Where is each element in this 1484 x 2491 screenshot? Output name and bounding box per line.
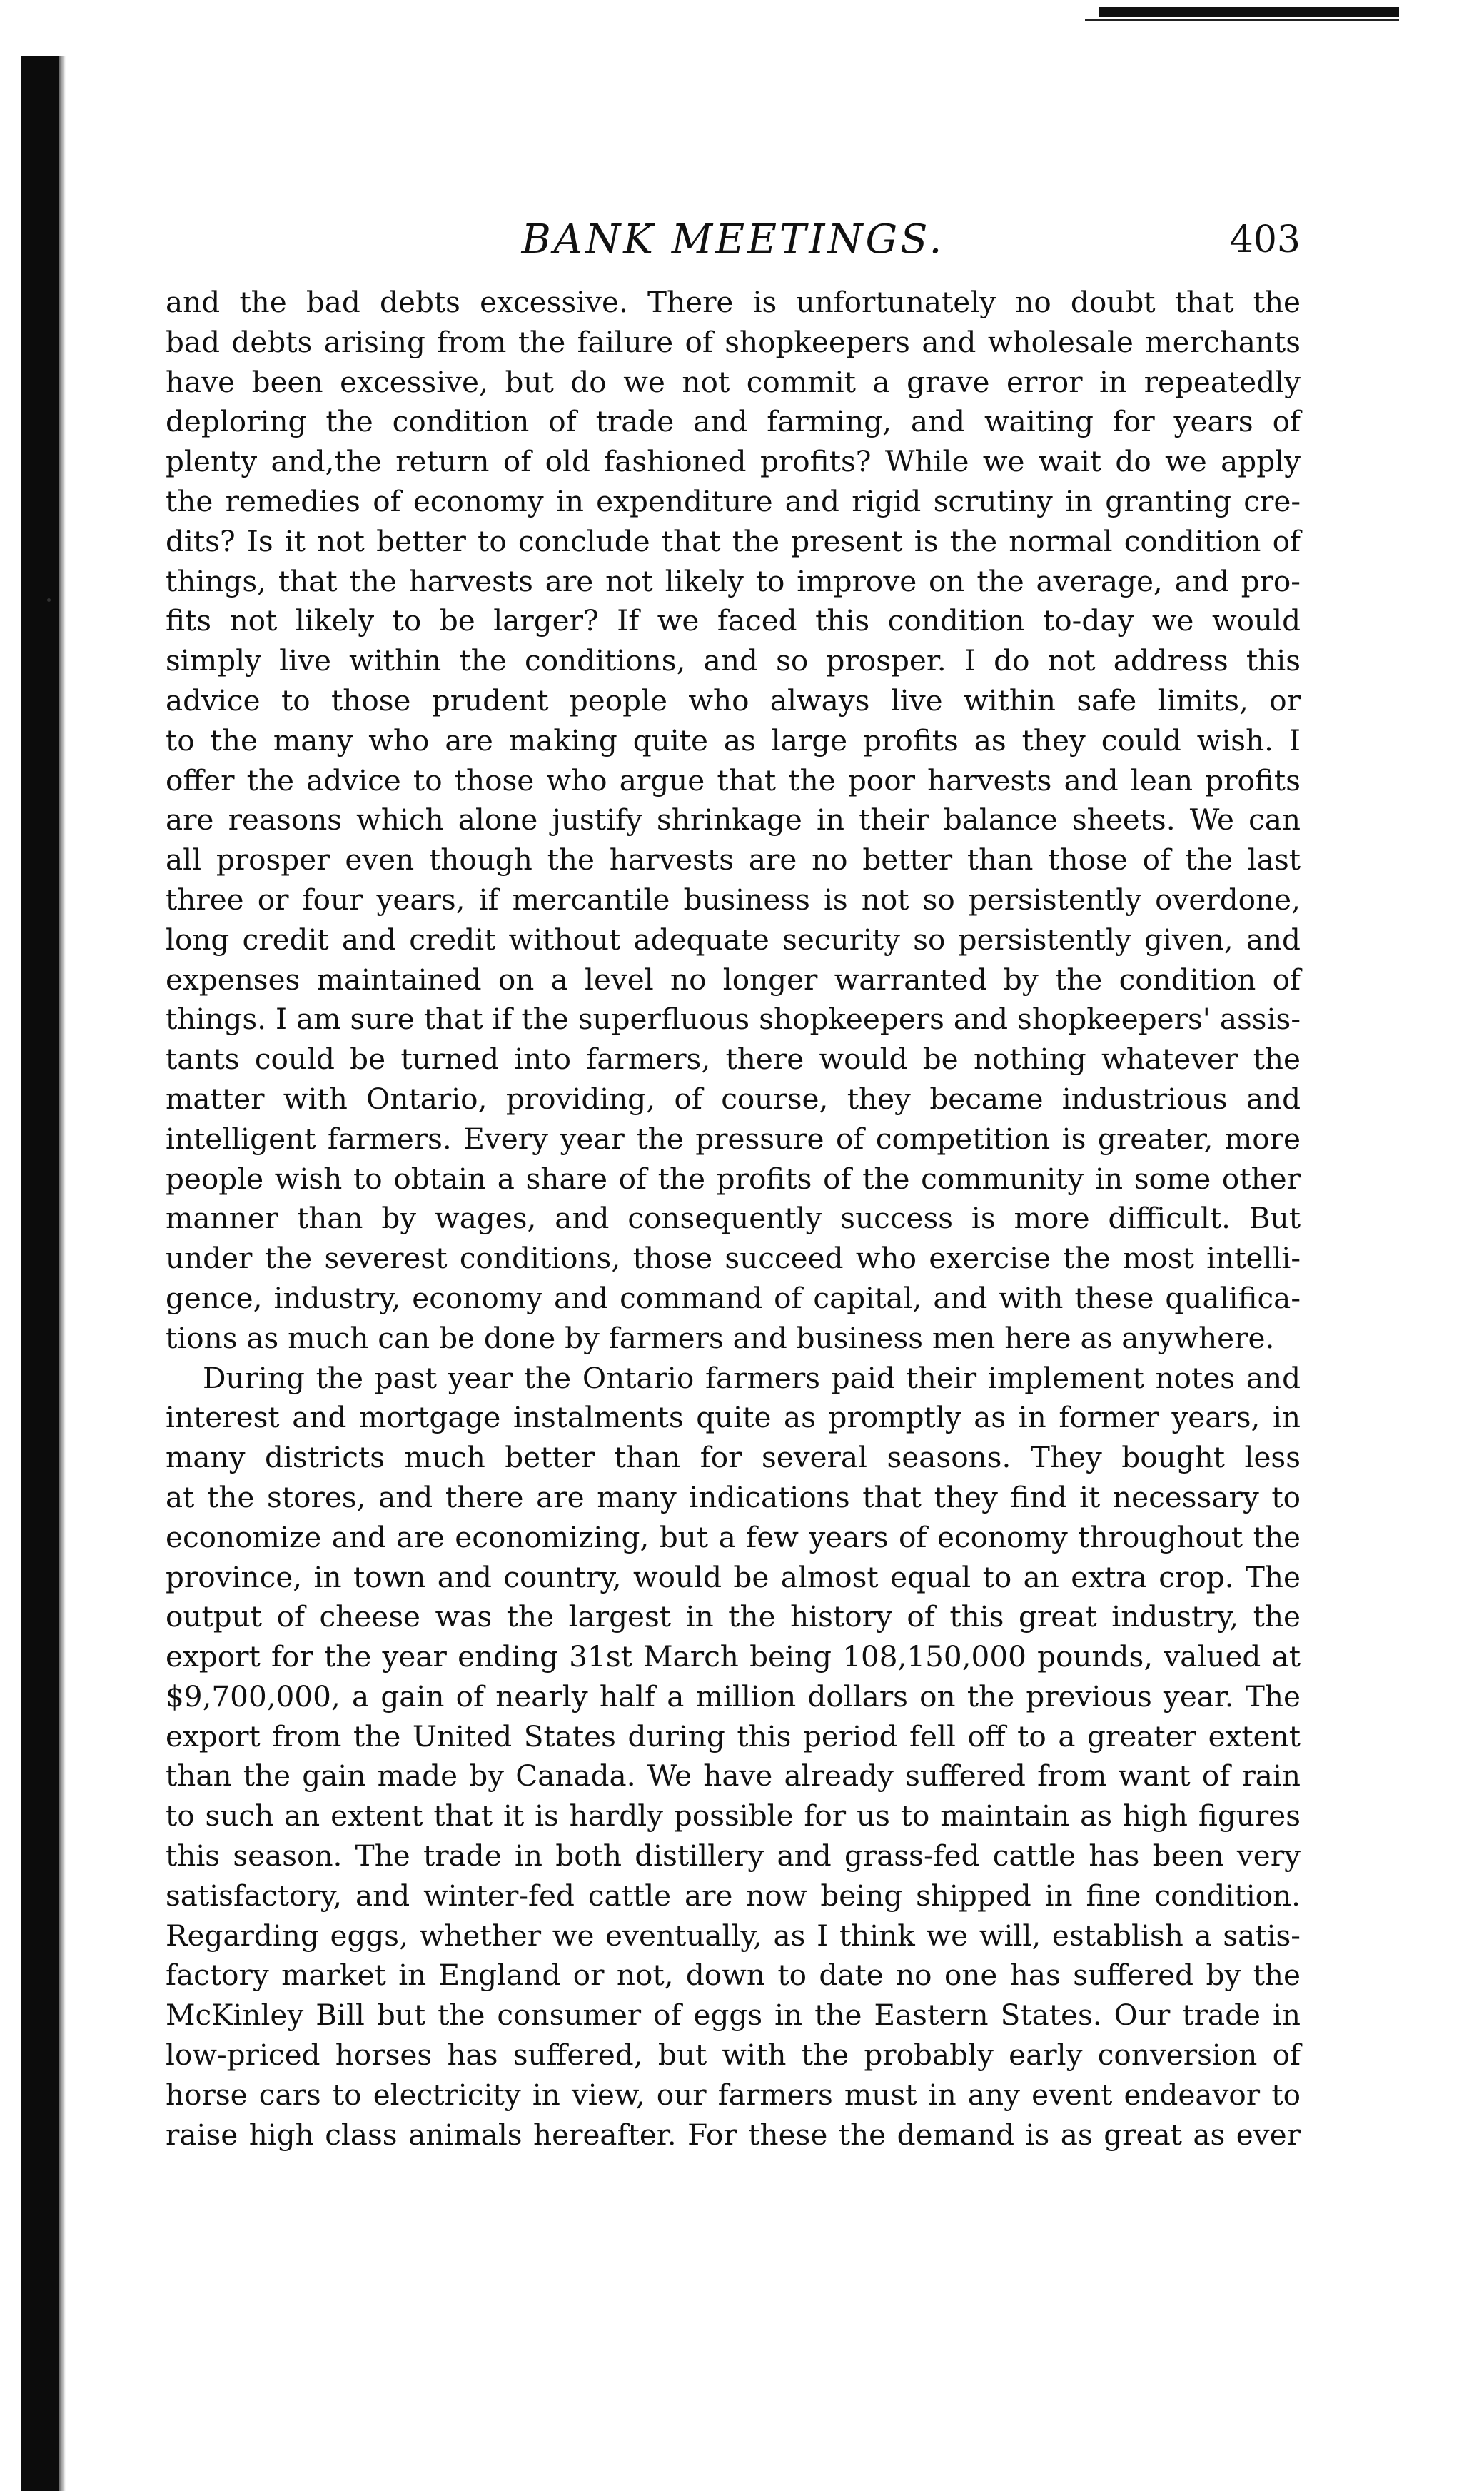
text-line: offer the advice to those who argue that the poor harvests and lean profits	[166, 763, 1301, 797]
text-line: satisfactory, and winter-fed cattle are now being shipped in fine condition.	[166, 1878, 1301, 1913]
text-line: factory market in England or not, down to date no one has suffered by the	[166, 1958, 1301, 1993]
text-line: deploring the condition of trade and farming, and waiting for years of	[166, 404, 1301, 439]
top-rule	[1099, 7, 1399, 17]
text-line: manner than by wages, and consequently success is more difficult. But	[166, 1201, 1301, 1236]
page-binding-edge	[21, 56, 59, 2491]
text-line: advice to those prudent people who always live within safe limits, or	[166, 683, 1301, 718]
text-line: horse cars to electricity in view, our farmers must in any event endeavor to	[166, 2077, 1301, 2112]
text-line: economize and are economizing, but a few years of economy throughout the	[166, 1519, 1301, 1554]
text-line: people wish to obtain a share of the profits of the community in some other	[166, 1161, 1301, 1196]
text-line: expenses maintained on a level no longer warranted by the condition of	[166, 962, 1301, 997]
text-line: low-priced horses has suffered, but with the probably early conversion of	[166, 2038, 1301, 2073]
text-line: this season. The trade in both distillery and grass-fed cattle has been very	[166, 1838, 1301, 1873]
text-line: export for the year ending 31st March being 108,150,000 pounds, valued at	[166, 1639, 1301, 1674]
page-header	[166, 211, 1301, 268]
text-line: the remedies of economy in expenditure and rigid scrutiny in granting cre-	[166, 483, 1301, 518]
text-line: gence, industry, economy and command of capital, and with these qualifica-	[166, 1280, 1301, 1315]
text-line: than the gain made by Canada. We have already suffered from want of rain	[166, 1758, 1301, 1793]
text-line: export from the United States during this period fell off to a greater extent	[166, 1718, 1301, 1753]
text-line: three or four years, if mercantile business is not so persistently overdone,	[166, 882, 1301, 917]
text-line: interest and mortgage instalments quite as promptly as in former years, in	[166, 1400, 1301, 1435]
scan-speck	[47, 598, 51, 602]
text-line: Regarding eggs, whether we eventually, as I think we will, establish a satis-	[166, 1918, 1301, 1953]
text-line: to such an extent that it is hardly possible for us to maintain as high figures	[166, 1798, 1301, 1833]
text-line: plenty and,the return of old fashioned profits? While we wait do we apply	[166, 444, 1301, 479]
text-line: bad debts arising from the failure of shopkeepers and wholesale merchants	[166, 324, 1301, 359]
text-line: simply live within the conditions, and so prosper. I do not address this	[166, 643, 1301, 678]
paragraph	[166, 283, 1301, 1359]
running-head: BANK MEETINGS.	[521, 216, 945, 263]
text-line: have been excessive, but do we not commit a grave error in repeatedly	[166, 364, 1301, 399]
page-number: 403	[1229, 218, 1301, 261]
text-line: $9,700,000, a gain of nearly half a million dollars on the previous year. The	[166, 1679, 1301, 1713]
text-line: matter with Ontario, providing, of course, they became industrious and	[166, 1081, 1301, 1116]
paragraph	[166, 1359, 1301, 2155]
text-line: to the many who are making quite as large profits as they could wish. I	[166, 723, 1301, 758]
text-line: long credit and credit without adequate security so persistently given, and	[166, 922, 1301, 957]
text-line: things. I am sure that if the superfluous shopkeepers and shopkeepers' assis-	[166, 1002, 1301, 1037]
page-binding-shadow	[59, 56, 66, 2491]
text-line: things, that the harvests are not likely to improve on the average, and pro-	[166, 563, 1301, 598]
text-line: at the stores, and there are many indications that they find it necessary to	[166, 1479, 1301, 1514]
text-line: and the bad debts excessive. There is unfortunately no doubt that the	[166, 285, 1301, 319]
text-line: province, in town and country, would be almost equal to an extra crop. The	[166, 1559, 1301, 1594]
text-line: tants could be turned into farmers, there would be nothing whatever the	[166, 1042, 1301, 1077]
text-line: fits not likely to be larger? If we faced this condition to-day we would	[166, 603, 1301, 638]
text-line: are reasons which alone justify shrinkage in their balance sheets. We can	[166, 802, 1301, 837]
text-line: McKinley Bill but the consumer of eggs in the Eastern States. Our trade in	[166, 1998, 1301, 2033]
top-rule-thin	[1085, 19, 1399, 21]
text-line: During the past year the Ontario farmers paid their implement notes and	[203, 1360, 1301, 1395]
text-line: output of cheese was the largest in the history of this great industry, the	[166, 1599, 1301, 1634]
text-line: tions as much can be done by farmers and business men here as anywhere.	[166, 1320, 1275, 1355]
text-line: raise high class animals hereafter. For these the demand is as great as ever	[166, 2117, 1301, 2152]
body-text	[166, 283, 1301, 2155]
text-line: intelligent farmers. Every year the pressure of competition is greater, more	[166, 1121, 1301, 1156]
text-line: under the severest conditions, those succeed who exercise the most intelli-	[166, 1241, 1301, 1276]
text-line: all prosper even though the harvests are no better than those of the last	[166, 842, 1301, 877]
text-line: many districts much better than for several seasons. They bought less	[166, 1440, 1301, 1475]
text-line: dits? Is it not better to conclude that the present is the normal condition of	[166, 523, 1301, 558]
